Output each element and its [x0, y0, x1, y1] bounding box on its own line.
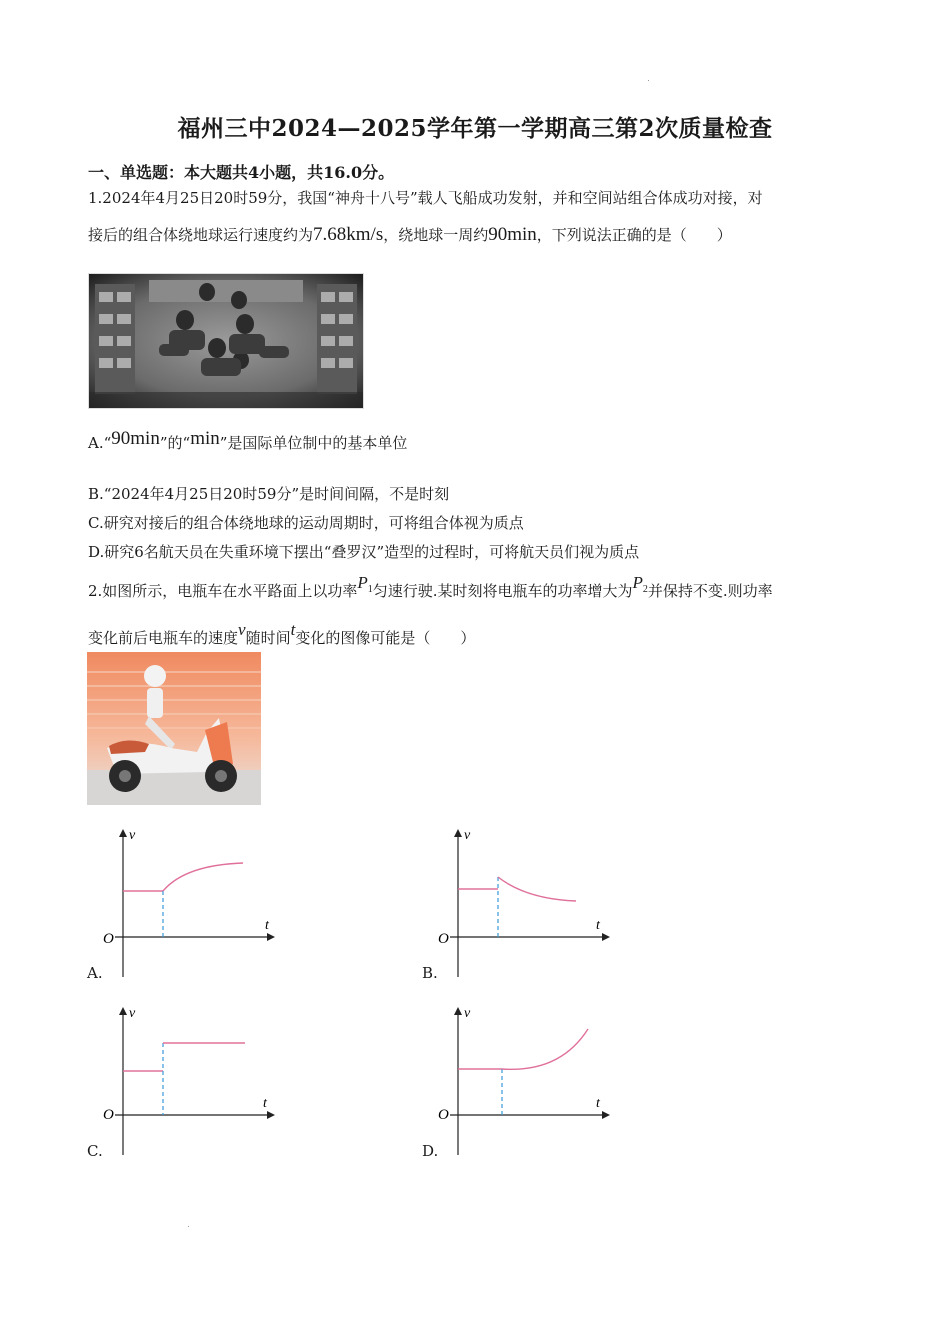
option-a-value: 90min	[111, 428, 160, 449]
graph-option-b[interactable]	[430, 825, 620, 980]
dot-mark	[188, 1226, 189, 1227]
time-symbol: t	[290, 620, 296, 639]
option-a-text: ”的“	[159, 434, 191, 452]
v-axis-label: v	[129, 828, 136, 843]
graph-b-label[interactable]: B.	[422, 964, 438, 982]
v-axis-label: v	[129, 1006, 136, 1021]
graph-a-label[interactable]: A.	[87, 964, 103, 982]
curve-segment	[498, 877, 576, 901]
v-axis-label: v	[464, 1006, 471, 1021]
graph-d-label[interactable]: D.	[422, 1142, 439, 1160]
section-heading: 一、单选题：本大题共4小题，共16.0分。	[88, 163, 395, 182]
graph-option-d[interactable]	[430, 1003, 620, 1158]
q1-option-c[interactable]: C.研究对接后的组合体绕地球的运动周期时，可将组合体视为质点	[88, 514, 524, 532]
curve-segment	[502, 1029, 588, 1069]
power-symbol-p2: $P_2$	[632, 573, 648, 595]
option-a-text: ”是国际单位制中的基本单位	[219, 434, 408, 452]
t-axis-label: t	[596, 1096, 600, 1111]
graph-option-a[interactable]	[95, 825, 285, 980]
q1-stem-line1: 1.2024年4月25日20时59分，我国“神舟十八号”载人飞船成功发射，并和空间站组合体成功对接，对	[88, 189, 763, 207]
t-axis-label: t	[265, 918, 269, 933]
dot-mark	[648, 80, 649, 81]
v-axis-label: v	[464, 828, 471, 843]
origin-label: O	[438, 1107, 449, 1123]
curve-segment	[163, 863, 243, 891]
q2-text: 2.如图所示，电瓶车在水平路面上以功率	[88, 582, 358, 600]
space-station-photo	[88, 273, 364, 409]
q2-text: 随时间	[245, 629, 291, 647]
q1-stem-line2	[88, 224, 732, 246]
q2-text: 变化前后电瓶车的速度	[88, 629, 239, 647]
power-symbol-p1: $P_1$	[357, 573, 373, 595]
page-title: 福州三中2024—2025学年第一学期高三第2次质量检查	[177, 115, 773, 142]
origin-label: O	[438, 931, 449, 947]
velocity-symbol: v	[238, 620, 246, 639]
q1-option-b[interactable]: B.“2024年4月25日20时59分”是时间间隔，不是时刻	[88, 485, 450, 503]
origin-label: O	[103, 931, 114, 947]
q2-text: 并保持不变.则功率	[647, 582, 773, 600]
t-axis-label: t	[263, 1096, 267, 1111]
q1-option-d[interactable]: D.研究6名航天员在失重环境下摆出“叠罗汉”造型的过程时，可将航天员们视为质点	[88, 543, 640, 561]
speed-value: 7.68km/s	[313, 224, 384, 245]
q1-text: ，下列说法正确的是（ ）	[536, 226, 732, 244]
q1-text: ，绕地球一周约	[383, 226, 489, 244]
graph-option-c[interactable]	[95, 1003, 285, 1158]
t-axis-label: t	[596, 918, 600, 933]
graph-c-label[interactable]: C.	[87, 1142, 103, 1160]
q1-text: 接后的组合体绕地球运行速度约为	[88, 226, 314, 244]
q2-text: 匀速行驶.某时刻将电瓶车的功率增大为	[372, 582, 633, 600]
q2-stem-line1	[88, 573, 773, 605]
q1-option-a[interactable]	[88, 428, 408, 454]
q2-text: 变化的图像可能是（ ）	[295, 629, 476, 647]
period-value: 90min	[488, 224, 537, 245]
option-a-unit: min	[190, 428, 220, 449]
q2-stem-line2	[88, 620, 476, 649]
electric-scooter-photo	[87, 652, 261, 805]
option-a-text: A.“	[88, 434, 112, 452]
origin-label: O	[103, 1107, 114, 1123]
